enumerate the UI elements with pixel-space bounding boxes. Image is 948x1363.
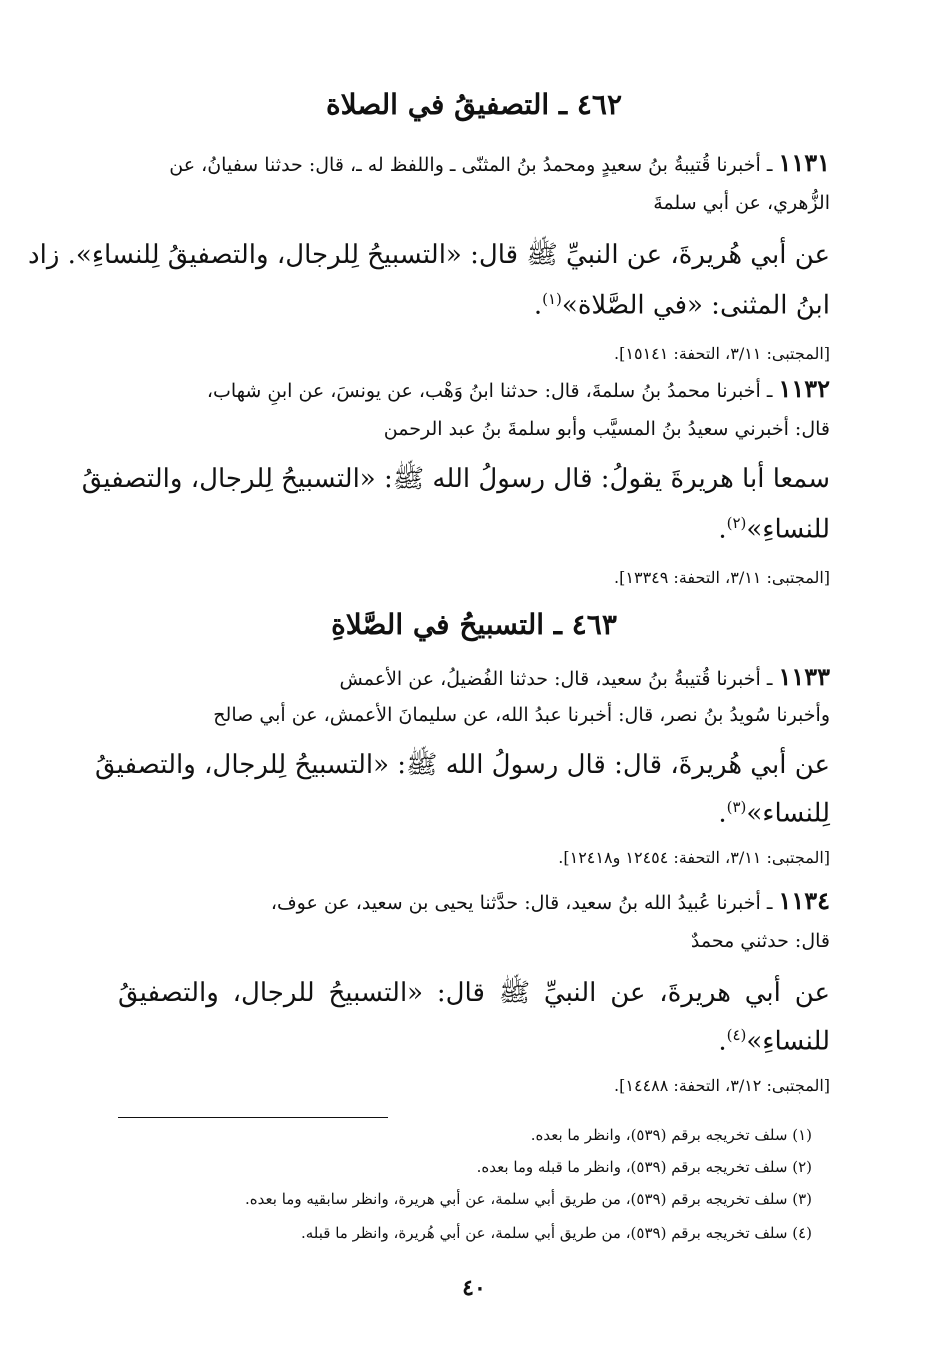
hadith-1131-isnad-line2: الزُّهري، عن أبي سلمةَ bbox=[653, 192, 830, 214]
hadith-1133-isnad-line2: وأخبرنا سُويدُ بنُ نصر، قال: أخبرنا عبدُ الله، عن سليمانَ الأعمش، عن أبي صالح bbox=[213, 704, 830, 726]
page-number: ٤٠ bbox=[462, 1275, 486, 1301]
hadith-1134-isnad-line2: قال: حدثني محمدٌ bbox=[690, 930, 830, 952]
hadith-1132-isnad-line2: قال: أخبرني سعيدُ بنُ المسيَّب وأبو سلمةَ بنُ عبد الرحمن bbox=[383, 418, 830, 440]
hadith-1132-matn-line1: سمعا أبا هريرةَ يقولُ: قال رسولُ الله ﷺ: «التسبيحُ لِلرجال، والتصفيقُ bbox=[81, 464, 830, 494]
footnote-marker: (٤) bbox=[726, 1026, 747, 1044]
footnote-marker: (١) bbox=[542, 290, 562, 308]
footnote-separator bbox=[118, 1117, 388, 1118]
hadith-1134-reference: [المجتبى: ٣/١٢، التحفة: ١٤٤٨٨]. bbox=[614, 1076, 830, 1095]
hadith-1131-matn-line1: عن أبي هُريرةَ، عن النبيِّ ﷺ قال: «التسبيحُ لِلرجال، والتصفيقُ لِلنساءِ». زاد bbox=[28, 240, 830, 270]
hadith-number: ١١٣٤ bbox=[778, 886, 830, 915]
footnote-2: (٢) سلف تخريجه برقم (٥٣٩)، وانظر ما قبله وما بعده. bbox=[476, 1158, 812, 1176]
hadith-1131-reference: [المجتبى: ٣/١١، التحفة: ١٥١٤١]. bbox=[614, 344, 830, 363]
hadith-1133-reference: [المجتبى: ٣/١١، التحفة: ١٢٤٥٤ و١٢٤١٨]. bbox=[558, 848, 830, 867]
chapter-heading-462: ٤٦٢ ـ التصفيقُ في الصلاة bbox=[325, 88, 623, 121]
hadith-1133-matn-line2: لِلنساء»$^{(٣)}$. bbox=[718, 798, 830, 829]
hadith-1132-isnad-line1: ١١٣٢ ـ أخبرنا محمدُ بنُ سلمةَ، قال: حدثنا ابنُ وَهْب، عن يونسَ، عن ابنِ شهاب، bbox=[206, 374, 830, 403]
hadith-1131-matn-line2: ابنُ المثنى: «في الصَّلاة»$^{(١)}$. bbox=[533, 290, 830, 321]
hadith-number: ١١٣١ bbox=[778, 148, 830, 177]
footnote-3: (٣) سلف تخريجه برقم (٥٣٩)، من طريق أبي سلمة، عن أبي هريرة، وانظر سابقيه وما بعده. bbox=[245, 1190, 812, 1208]
footnote-marker: (٣) bbox=[726, 798, 747, 816]
hadith-number: ١١٣٣ bbox=[778, 662, 830, 691]
hadith-1134-matn-line1: عن أبي هريرةَ، عن النبيِّ ﷺ قال: «التسبيحُ للرجال، والتصفيقُ bbox=[118, 978, 831, 1008]
hadith-number: ١١٣٢ bbox=[778, 374, 830, 403]
chapter-heading-463: ٤٦٣ ـ التسبيحُ في الصَّلاةِ bbox=[331, 608, 617, 641]
hadith-1133-matn-line1: عن أبي هُريرةَ، قال: قال رسولُ الله ﷺ: «التسبيحُ لِلرجال، والتصفيقُ bbox=[95, 750, 830, 780]
hadith-1133-isnad-line1: ١١٣٣ ـ أخبرنا قُتيبةُ بنُ سعيد، قال: حدثنا الفُضيلُ، عن الأعمش bbox=[339, 662, 830, 691]
hadith-1132-reference: [المجتبى: ٣/١١، التحفة: ١٣٣٤٩]. bbox=[614, 568, 830, 587]
hadith-1134-isnad-line1: ١١٣٤ ـ أخبرنا عُبيدُ الله بنُ سعيد، قال: حدَّثنا يحيى بن سعيد، عن عوف، bbox=[270, 886, 830, 915]
footnote-marker: (٢) bbox=[726, 514, 747, 532]
footnote-4: (٤) سلف تخريجه برقم (٥٣٩)، من طريق أبي سلمة، عن أبي هُريرة، وانظر ما قبله. bbox=[300, 1224, 812, 1242]
hadith-1132-matn-line2: للنساءِ»$^{(٢)}$. bbox=[718, 514, 830, 545]
footnote-1: (١) سلف تخريجه برقم (٥٣٩)، وانظر ما بعده. bbox=[530, 1126, 812, 1144]
hadith-1134-matn-line2: للنساءِ»$^{(٤)}$. bbox=[718, 1026, 830, 1057]
hadith-1131-isnad-line1: ١١٣١ ـ أخبرنا قُتيبةُ بنُ سعيدٍ ومحمدُ بنُ المثنّى ـ واللفظ له ـ، قال: حدثنا سفيانُ، عن bbox=[169, 148, 830, 177]
